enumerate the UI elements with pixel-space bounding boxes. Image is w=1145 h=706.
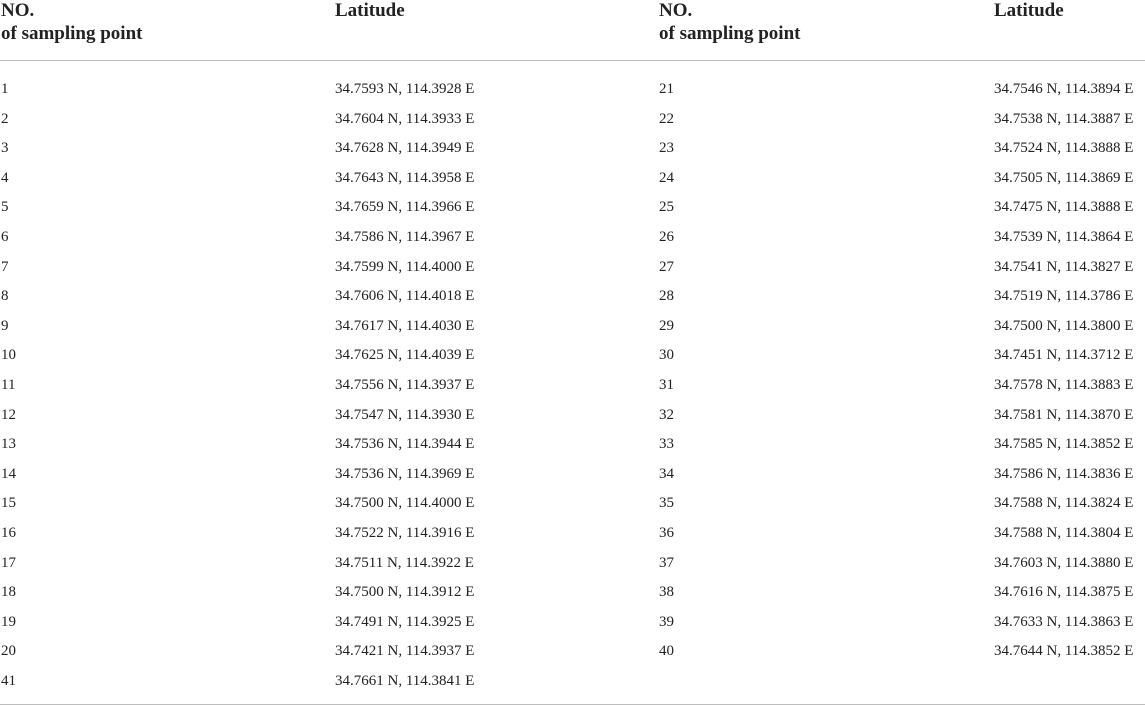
sampling-point-coordinates: 34.7547 N, 114.3930 E [335, 406, 475, 423]
sampling-point-coordinates: 34.7538 N, 114.3887 E [994, 110, 1134, 127]
table-row [0, 169, 1145, 199]
sampling-point-coordinates: 34.7500 N, 114.3912 E [335, 584, 475, 601]
header-no-line1: NO. [1, 0, 35, 21]
table-row [0, 376, 1145, 406]
table-row [0, 554, 1145, 584]
table-row [0, 435, 1145, 465]
sampling-point-number: 25 [659, 199, 674, 216]
sampling-point-coordinates: 34.7519 N, 114.3786 E [994, 288, 1134, 305]
sampling-point-number: 5 [1, 199, 9, 216]
sampling-point-number: 12 [1, 406, 16, 423]
sampling-point-number: 13 [1, 436, 16, 453]
sampling-point-coordinates: 34.7586 N, 114.3967 E [335, 229, 475, 245]
table-row [0, 287, 1145, 317]
sampling-point-coordinates: 34.7633 N, 114.3863 E [994, 613, 1134, 630]
sampling-point-number: 37 [659, 554, 674, 571]
table-row [0, 346, 1145, 376]
sampling-point-coordinates: 34.7541 N, 114.3827 E [994, 258, 1134, 275]
sampling-point-coordinates: 34.7536 N, 114.3944 E [335, 436, 475, 453]
header-latitude-left: Latitude [335, 0, 405, 21]
sampling-point-number: 19 [1, 613, 16, 630]
sampling-point-number: 16 [1, 525, 16, 541]
sampling-point-number: 33 [659, 436, 674, 453]
sampling-point-coordinates: 34.7475 N, 114.3888 E [994, 199, 1134, 216]
sampling-point-number: 21 [659, 81, 674, 97]
sampling-point-coordinates: 34.7616 N, 114.3875 E [994, 584, 1134, 601]
sampling-point-coordinates: 34.7578 N, 114.3883 E [994, 377, 1134, 393]
sampling-point-coordinates: 34.7617 N, 114.4030 E [335, 317, 475, 334]
sampling-point-coordinates: 34.7625 N, 114.4039 E [335, 347, 475, 364]
sampling-point-number: 15 [1, 495, 16, 512]
sampling-point-coordinates: 34.7603 N, 114.3880 E [994, 554, 1134, 571]
sampling-point-coordinates: 34.7421 N, 114.3937 E [335, 643, 475, 660]
sampling-point-coordinates: 34.7628 N, 114.3949 E [335, 140, 475, 157]
table-row [0, 80, 1145, 110]
table-row [0, 258, 1145, 288]
sampling-point-number: 38 [659, 584, 674, 601]
table-row [0, 406, 1145, 436]
sampling-point-number: 7 [1, 258, 9, 275]
sampling-point-number: 36 [659, 525, 674, 541]
table-row [0, 613, 1145, 643]
table-row [0, 672, 1145, 702]
sampling-point-number: 30 [659, 347, 674, 364]
sampling-point-coordinates: 34.7451 N, 114.3712 E [994, 347, 1134, 364]
sampling-point-number: 2 [1, 110, 9, 127]
sampling-point-coordinates: 34.7661 N, 114.3841 E [335, 673, 475, 689]
sampling-point-number: 9 [1, 317, 9, 334]
table-row [0, 198, 1145, 228]
sampling-point-number: 35 [659, 495, 674, 512]
table-row [0, 583, 1145, 613]
table-row [0, 317, 1145, 347]
table-row [0, 642, 1145, 672]
sampling-point-number: 1 [1, 81, 9, 97]
table-row [0, 524, 1145, 554]
sampling-point-number: 23 [659, 140, 674, 157]
sampling-point-number: 32 [659, 406, 674, 423]
table-row [0, 228, 1145, 258]
sampling-point-number: 29 [659, 317, 674, 334]
sampling-point-number: 8 [1, 288, 9, 305]
sampling-point-coordinates: 34.7524 N, 114.3888 E [994, 140, 1134, 157]
table-row [0, 465, 1145, 495]
sampling-point-coordinates: 34.7505 N, 114.3869 E [994, 169, 1134, 186]
sampling-point-coordinates: 34.7586 N, 114.3836 E [994, 465, 1134, 482]
sampling-point-coordinates: 34.7491 N, 114.3925 E [335, 613, 475, 630]
sampling-point-coordinates: 34.7522 N, 114.3916 E [335, 525, 475, 541]
header-no-left [1, 0, 142, 45]
header-no-right [659, 0, 800, 45]
sampling-point-number: 18 [1, 584, 16, 601]
sampling-point-number: 39 [659, 613, 674, 630]
sampling-point-number: 22 [659, 110, 674, 127]
sampling-point-coordinates: 34.7581 N, 114.3870 E [994, 406, 1134, 423]
sampling-point-number: 24 [659, 169, 674, 186]
sampling-point-number: 26 [659, 229, 674, 245]
sampling-point-coordinates: 34.7588 N, 114.3824 E [994, 495, 1134, 512]
sampling-point-number: 14 [1, 465, 16, 482]
sampling-point-number: 10 [1, 347, 16, 364]
sampling-point-coordinates: 34.7511 N, 114.3922 E [335, 554, 474, 571]
sampling-point-coordinates: 34.7546 N, 114.3894 E [994, 81, 1134, 97]
sampling-point-number: 4 [1, 169, 9, 186]
sampling-point-number: 6 [1, 229, 9, 245]
sampling-point-coordinates: 34.7500 N, 114.4000 E [335, 495, 475, 512]
table-row [0, 139, 1145, 169]
sampling-point-number: 31 [659, 377, 674, 393]
header-no-line2: of sampling point [659, 23, 801, 44]
sampling-point-number: 34 [659, 465, 674, 482]
sampling-point-number: 40 [659, 643, 674, 660]
sampling-point-coordinates: 34.7593 N, 114.3928 E [335, 81, 475, 97]
sampling-point-coordinates: 34.7606 N, 114.4018 E [335, 288, 475, 305]
header-no-line2: of sampling point [1, 23, 143, 44]
header-rule [0, 60, 1145, 61]
sampling-point-coordinates: 34.7539 N, 114.3864 E [994, 229, 1134, 245]
sampling-point-number: 3 [1, 140, 9, 157]
table-row [0, 110, 1145, 140]
sampling-point-coordinates: 34.7585 N, 114.3852 E [994, 436, 1134, 453]
sampling-point-coordinates: 34.7599 N, 114.4000 E [335, 258, 475, 275]
sampling-point-number: 27 [659, 258, 674, 275]
sampling-point-number: 28 [659, 288, 674, 305]
header-no-line1: NO. [659, 0, 693, 21]
header-latitude-right: Latitude [994, 0, 1064, 21]
sampling-point-coordinates: 34.7644 N, 114.3852 E [994, 643, 1134, 660]
sampling-point-coordinates: 34.7643 N, 114.3958 E [335, 169, 475, 186]
sampling-point-coordinates: 34.7536 N, 114.3969 E [335, 465, 475, 482]
sampling-point-coordinates: 34.7556 N, 114.3937 E [335, 377, 475, 393]
sampling-point-coordinates: 34.7659 N, 114.3966 E [335, 199, 475, 216]
sampling-point-coordinates: 34.7604 N, 114.3933 E [335, 110, 475, 127]
sampling-point-coordinates: 34.7500 N, 114.3800 E [994, 317, 1134, 334]
bottom-rule [0, 704, 1145, 705]
sampling-point-number: 17 [1, 554, 16, 571]
sampling-point-coordinates: 34.7588 N, 114.3804 E [994, 525, 1134, 541]
table-row [0, 494, 1145, 524]
sampling-point-number: 41 [1, 673, 16, 689]
sampling-point-number: 20 [1, 643, 16, 660]
sampling-point-number: 11 [1, 377, 16, 393]
